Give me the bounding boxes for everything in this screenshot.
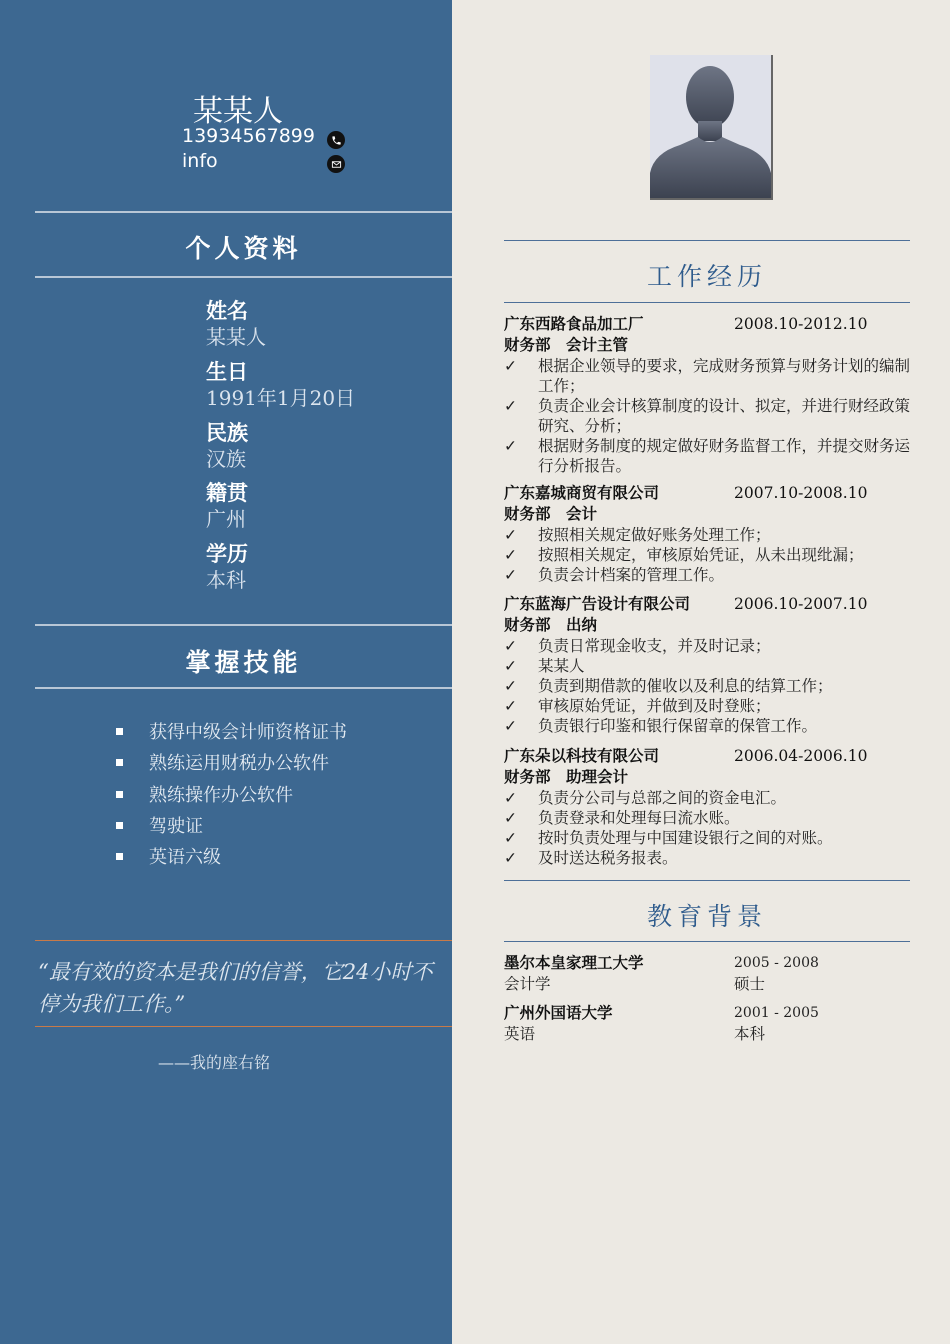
person-name: 某某人 — [193, 94, 283, 129]
job-entry — [504, 594, 914, 736]
divider — [35, 624, 452, 626]
job-role: 财务部 会计主管 — [504, 336, 629, 354]
education-entry — [504, 1003, 914, 1045]
field-value: 广州 — [206, 507, 246, 531]
duty-text: 按时负责处理与中国建设银行之间的对账。 — [538, 829, 833, 847]
job-role: 财务部 会计 — [504, 505, 598, 523]
skill-text: 熟练操作办公软件 — [149, 785, 293, 806]
quote-rule — [35, 940, 452, 941]
divider — [504, 240, 910, 241]
duty-item — [504, 545, 914, 565]
job-date: 2006.10-2007.10 — [734, 595, 868, 613]
personal-info-title: 个人资料 — [185, 234, 302, 263]
sidebar — [0, 0, 452, 1344]
skill-item — [116, 843, 221, 869]
field-label: 生日 — [206, 360, 248, 384]
duty-text: 按照相关规定，审核原始凭证，从未出现纰漏； — [538, 546, 864, 564]
bullet-icon — [116, 822, 123, 829]
duty-item — [504, 396, 914, 436]
check-icon: ✓ — [504, 849, 517, 867]
skill-item — [116, 781, 293, 807]
duty-item — [504, 636, 914, 656]
check-icon: ✓ — [504, 437, 517, 455]
motto-attribution: ——我的座右铭 — [158, 1053, 271, 1072]
divider — [35, 276, 452, 278]
job-role: 财务部 助理会计 — [504, 768, 629, 786]
quote-rule — [35, 1026, 452, 1027]
education-years: 2005 - 2008 — [734, 955, 819, 971]
school-name: 广州外国语大学 — [504, 1004, 613, 1022]
duty-item — [504, 436, 914, 476]
bullet-icon — [116, 759, 123, 766]
company-name: 广东西路食品加工厂 — [504, 315, 644, 333]
company-name: 广东嘉城商贸有限公司 — [504, 484, 660, 502]
check-icon: ✓ — [504, 829, 517, 847]
major: 会计学 — [504, 975, 551, 993]
education-entry — [504, 953, 914, 995]
profile-photo — [650, 55, 773, 200]
company-name: 广东朵以科技有限公司 — [504, 747, 660, 765]
job-entry — [504, 314, 914, 476]
divider — [504, 880, 910, 881]
phone-icon — [327, 131, 345, 149]
field-value: 汉族 — [206, 447, 246, 471]
check-icon: ✓ — [504, 526, 517, 544]
job-entry — [504, 483, 914, 585]
field-birthday — [206, 359, 355, 411]
skill-item — [116, 749, 329, 775]
check-icon: ✓ — [504, 357, 517, 375]
bullet-icon — [116, 791, 123, 798]
duty-item — [504, 656, 914, 676]
field-hometown — [206, 480, 248, 532]
education-years: 2001 - 2005 — [734, 1005, 819, 1021]
bullet-icon — [116, 853, 123, 860]
degree: 本科 — [734, 1025, 766, 1043]
email-text: info — [182, 150, 218, 172]
duty-text: 及时送达税务报表。 — [538, 849, 678, 867]
bullet-icon — [116, 728, 123, 735]
duty-item — [504, 788, 914, 808]
divider — [35, 211, 452, 213]
skill-text: 获得中级会计师资格证书 — [149, 722, 347, 743]
duty-text: 某某人 — [538, 657, 585, 675]
duty-item — [504, 716, 914, 736]
duty-item — [504, 828, 914, 848]
duty-text: 负责登录和处理每曰流水账。 — [538, 809, 740, 827]
duty-text: 负责会计档案的管理工作。 — [538, 566, 725, 584]
work-title: 工作经历 — [646, 262, 767, 291]
duty-item — [504, 676, 914, 696]
education-title: 教育背景 — [646, 902, 767, 931]
duty-text: 负责分公司与总部之间的资金电汇。 — [538, 789, 787, 807]
duty-text: 负责到期借款的催收以及利息的结算工作； — [538, 677, 833, 695]
duty-text: 根据财务制度的规定做好财务监督工作，并提交财务运行分析报告。 — [538, 437, 911, 475]
field-value: 本科 — [206, 568, 246, 592]
school-name: 墨尔本皇家理工大学 — [504, 954, 644, 972]
duty-item — [504, 808, 914, 828]
duty-item — [504, 565, 914, 585]
job-date: 2007.10-2008.10 — [734, 484, 868, 502]
field-label: 民族 — [206, 421, 248, 445]
field-label: 姓名 — [206, 299, 248, 323]
field-name — [206, 298, 266, 350]
field-education — [206, 541, 248, 593]
duty-item — [504, 848, 914, 868]
check-icon: ✓ — [504, 566, 517, 584]
field-label: 籍贯 — [206, 481, 248, 505]
check-icon: ✓ — [504, 546, 517, 564]
divider — [35, 687, 452, 689]
check-icon: ✓ — [504, 809, 517, 827]
phone-number: 13934567899 — [182, 125, 315, 147]
check-icon: ✓ — [504, 657, 517, 675]
field-label: 学历 — [206, 542, 248, 566]
skill-item — [116, 812, 203, 838]
check-icon: ✓ — [504, 677, 517, 695]
duty-item — [504, 696, 914, 716]
duty-text: 负责银行印鉴和银行保留章的保管工作。 — [538, 717, 818, 735]
job-date: 2006.04-2006.10 — [734, 747, 868, 765]
email-icon — [327, 155, 345, 173]
divider — [504, 941, 910, 942]
major: 英语 — [504, 1025, 536, 1043]
duty-text: 负责日常现金收支，并及时记录； — [538, 637, 771, 655]
avatar-silhouette-icon — [650, 55, 771, 198]
duty-text: 负责企业会计核算制度的设计、拟定，并进行财经政策研究、分析； — [538, 397, 911, 435]
skill-text: 熟练运用财税办公软件 — [149, 753, 329, 774]
job-entry — [504, 746, 914, 868]
duty-item — [504, 356, 914, 396]
duty-text: 审核原始凭证，并做到及时登账； — [538, 697, 771, 715]
check-icon: ✓ — [504, 397, 517, 415]
field-value: 某某人 — [206, 325, 266, 349]
check-icon: ✓ — [504, 789, 517, 807]
quote-text: “最有效的资本是我们的信誉，它24小时不停为我们工作。” — [38, 960, 433, 1016]
check-icon: ✓ — [504, 637, 517, 655]
field-value: 1991年1月20日 — [206, 386, 356, 410]
field-ethnicity — [206, 420, 248, 472]
degree: 硕士 — [734, 975, 766, 993]
skill-item — [116, 718, 347, 744]
duty-text: 按照相关规定做好账务处理工作； — [538, 526, 771, 544]
check-icon: ✓ — [504, 717, 517, 735]
duty-item — [504, 525, 914, 545]
company-name: 广东蓝海广告设计有限公司 — [504, 595, 691, 613]
skills-title: 掌握技能 — [185, 648, 302, 677]
skill-text: 英语六级 — [149, 847, 221, 868]
job-role: 财务部 出纳 — [504, 616, 598, 634]
duty-text: 根据企业领导的要求，完成财务预算与财务计划的编制工作； — [538, 357, 911, 395]
skill-text: 驾驶证 — [149, 816, 203, 837]
divider — [504, 302, 910, 303]
check-icon: ✓ — [504, 697, 517, 715]
job-date: 2008.10-2012.10 — [734, 315, 868, 333]
